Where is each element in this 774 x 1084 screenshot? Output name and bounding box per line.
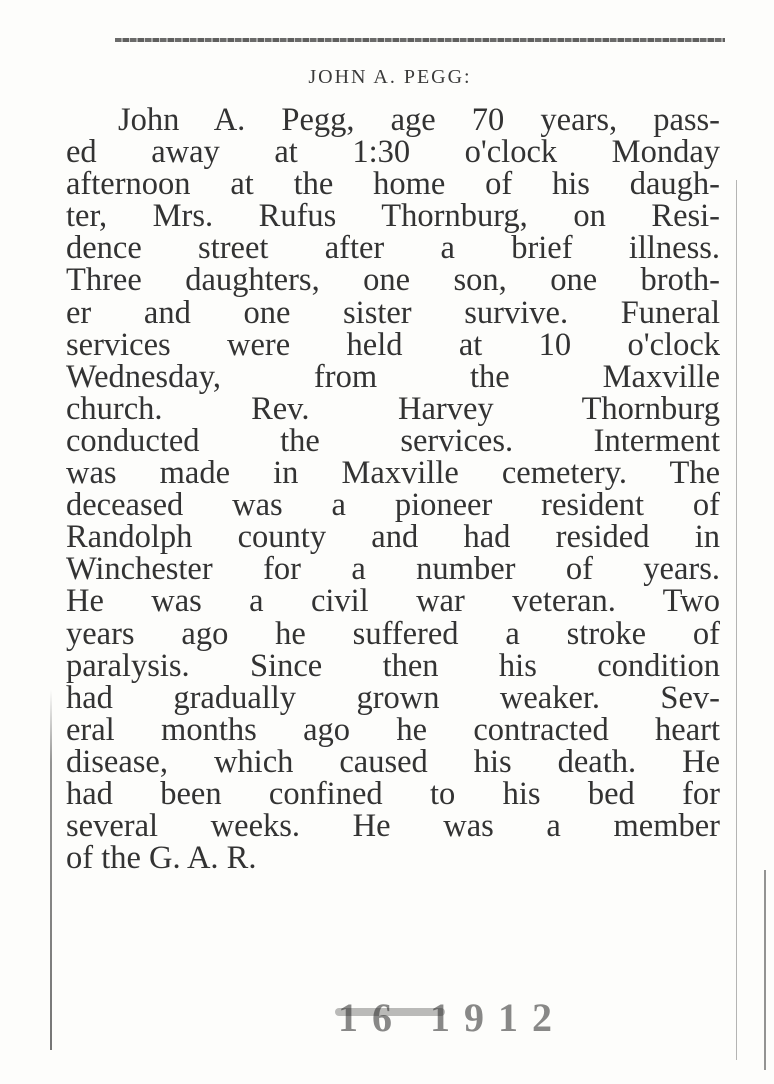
- text-line: dence street after a brief illness.: [66, 230, 720, 267]
- text-line: church. Rev. Harvey Thornburg: [66, 390, 720, 427]
- text-line: had been confined to his bed for: [66, 775, 720, 812]
- obituary-headline: JOHN A. PEGG:: [308, 66, 472, 88]
- text-line: conducted the services. Interment: [66, 422, 720, 459]
- text-line: Three daughters, one son, one broth-: [66, 262, 720, 299]
- text-line: paralysis. Since then his condition: [66, 647, 720, 684]
- text-line: was made in Maxville cemetery. The: [66, 455, 720, 492]
- clipping-right-edge: [736, 180, 737, 1060]
- page-right-edge: [764, 870, 766, 1070]
- top-rule-divider: [115, 38, 725, 42]
- text-line: Winchester for a number of years.: [66, 551, 720, 588]
- text-line: He was a civil war veteran. Two: [66, 583, 720, 620]
- text-line: had gradually grown weaker. Sev-: [66, 679, 720, 716]
- date-stamp: 16 1912: [338, 995, 566, 1040]
- text-line: Randolph county and had resided in: [66, 519, 720, 556]
- text-line: afternoon at the home of his daugh-: [66, 166, 720, 203]
- text-line: er and one sister survive. Funeral: [66, 294, 720, 331]
- clipping-left-edge: [50, 690, 52, 1050]
- obituary-body: [66, 102, 720, 877]
- text-line: eral months ago he contracted heart: [66, 711, 720, 748]
- text-line: deceased was a pioneer resident of: [66, 487, 720, 524]
- text-line: of the G. A. R.: [66, 840, 257, 877]
- text-line: services were held at 10 o'clock: [66, 326, 720, 363]
- text-line: years ago he suffered a stroke of: [66, 615, 720, 652]
- text-line: disease, which caused his death. He: [66, 743, 720, 780]
- text-line: ter, Mrs. Rufus Thornburg, on Resi-: [66, 198, 720, 235]
- text-line: John A. Pegg, age 70 years, pass-: [118, 102, 720, 138]
- text-line: ed away at 1:30 o'clock Monday: [66, 134, 720, 171]
- text-line: several weeks. He was a member: [66, 808, 720, 845]
- text-line: Wednesday, from the Maxville: [66, 358, 720, 395]
